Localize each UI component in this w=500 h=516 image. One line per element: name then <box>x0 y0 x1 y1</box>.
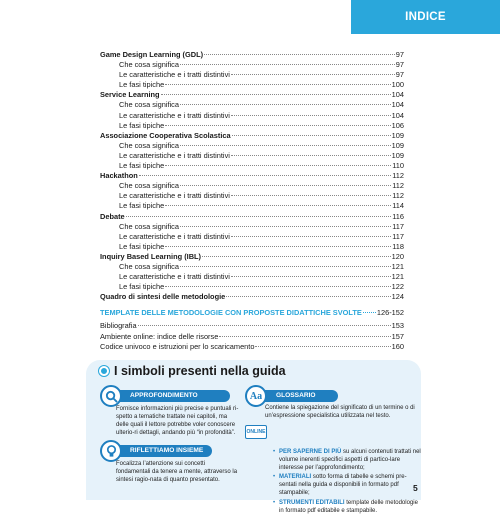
toc-entry-page: 121 <box>391 272 404 282</box>
toc-row <box>100 262 404 272</box>
toc-row <box>100 100 404 110</box>
approfondimento-label: APPROFONDIMENTO <box>112 390 230 402</box>
online-list-item <box>273 448 423 472</box>
section-tab: INDICE <box>351 0 500 34</box>
dot-leader <box>165 205 391 206</box>
toc-entry-page: 97 <box>395 50 404 59</box>
dot-leader <box>165 246 391 247</box>
toc-row <box>100 121 404 131</box>
toc-row <box>100 201 404 211</box>
toc-entry-title: Hackathon <box>100 171 138 181</box>
dot-leader <box>165 286 390 287</box>
dot-leader <box>165 165 391 166</box>
toc-entry-page: 104 <box>391 110 404 120</box>
symbols-title <box>99 364 286 378</box>
toc-entry-page: 126-152 <box>376 308 404 318</box>
toc-row <box>100 242 404 252</box>
toc-entry-page: 100 <box>391 80 404 90</box>
dot-leader <box>161 94 391 95</box>
toc-entry-title: Le caratteristiche e i tratti distintivi <box>119 191 230 201</box>
toc-entry-title: Ambiente online: indice delle risorse <box>100 331 219 341</box>
toc-row <box>100 321 404 331</box>
toc-entry-page: 153 <box>391 321 404 331</box>
toc-row <box>100 222 404 232</box>
dot-leader <box>204 54 395 55</box>
online-item-title: PER SAPERNE DI PIÙ <box>279 449 342 455</box>
dot-leader <box>231 74 395 75</box>
dot-leader <box>231 236 391 237</box>
toc-row <box>100 70 404 80</box>
toc-row <box>100 90 404 100</box>
toc-entry-page: 117 <box>392 221 404 231</box>
bullet-icon <box>99 366 109 376</box>
toc-entry-title: Bibliografia <box>100 321 137 331</box>
dot-leader <box>226 296 390 297</box>
toc-row <box>100 272 404 282</box>
toc-row <box>100 342 404 352</box>
toc-entry-title: Le fasi tipiche <box>119 120 165 130</box>
dot-leader <box>180 185 391 186</box>
toc-row <box>100 60 404 70</box>
online-item-title: MATERIALI <box>279 474 312 481</box>
toc-entry-page: 112 <box>392 171 404 181</box>
toc-entry-title: Service Learning <box>100 90 160 100</box>
dot-leader <box>255 346 390 347</box>
toc-entry-page: 117 <box>392 231 404 241</box>
toc-entry-title: Le fasi tipiche <box>119 80 165 90</box>
page-number: 5 <box>413 483 418 493</box>
dot-leader <box>126 216 392 217</box>
toc-entry-page: 106 <box>391 120 404 130</box>
toc-entry-page: 160 <box>391 341 404 351</box>
toc-entry-page: 104 <box>391 100 404 110</box>
online-list <box>273 448 423 516</box>
toc-row <box>100 151 404 161</box>
toc-entry-title: Associazione Cooperativa Scolastica <box>100 130 231 140</box>
toc-entry-page: 104 <box>391 90 404 100</box>
dot-leader <box>180 104 391 105</box>
dot-leader <box>232 135 391 136</box>
toc-entry-title: Che cosa significa <box>119 261 179 271</box>
toc-entry-title: Che cosa significa <box>119 221 179 231</box>
toc-entry-title: Codice univoco e istruzioni per lo scaricamento <box>100 341 255 351</box>
toc-entry-title: Che cosa significa <box>119 60 179 70</box>
toc-entry-title: Debate <box>100 211 125 221</box>
toc-entry-page: 112 <box>392 191 404 201</box>
table-of-contents <box>100 50 404 352</box>
dot-leader <box>231 195 391 196</box>
toc-entry-page: 118 <box>392 241 404 251</box>
toc-row <box>100 292 404 302</box>
glossario-label: GLOSSARIO <box>258 390 338 402</box>
toc-entry-page: 120 <box>391 251 404 261</box>
online-item-title: STRUMENTI EDITABILI <box>279 499 345 506</box>
approfondimento-description: Fornisce informazioni più precise e puntuali ri-spetto a tematiche trattate nei capitoli, ma delle quali il lettore potrebbe voler conoscere ulterio-ri dettagli, andando più “in profondità”. <box>116 406 239 437</box>
toc-row <box>100 161 404 171</box>
online-item-text: sotto forma di tabelle e schemi pre-sentati nella guida e disponibili in formato pdf stampabile; <box>279 474 407 497</box>
online-item-text: template delle metodologie in formato pdf editabile e stampabile. <box>279 499 418 514</box>
dot-leader <box>165 84 390 85</box>
toc-row <box>100 232 404 242</box>
toc-row <box>100 111 404 121</box>
toc-entry-title: Le fasi tipiche <box>119 282 165 292</box>
toc-entry-title: Le fasi tipiche <box>119 201 165 211</box>
toc-entry-title: Le caratteristiche e i tratti distintivi <box>119 70 230 80</box>
dot-leader <box>165 125 390 126</box>
toc-entry-title: Le caratteristiche e i tratti distintivi <box>119 272 230 282</box>
toc-entry-page: 121 <box>391 261 404 271</box>
dot-leader <box>231 276 391 277</box>
toc-entry-title: Che cosa significa <box>119 140 179 150</box>
dot-leader <box>139 175 391 176</box>
online-list-item <box>273 499 423 515</box>
toc-entry-title: Che cosa significa <box>119 100 179 110</box>
dot-leader <box>363 312 376 313</box>
toc-row <box>100 212 404 222</box>
lightbulb-icon <box>100 440 122 462</box>
dot-leader <box>202 256 391 257</box>
toc-entry-title: Le caratteristiche e i tratti distintivi <box>119 231 230 241</box>
toc-entry-title: Che cosa significa <box>119 181 179 191</box>
toc-row <box>100 252 404 262</box>
toc-row <box>100 50 404 60</box>
online-icon: ONLINE <box>245 425 267 439</box>
glossary-icon: Aa <box>245 385 267 407</box>
toc-entry-page: 157 <box>391 331 404 341</box>
dot-leader <box>180 226 391 227</box>
toc-entry-title: Le caratteristiche e i tratti distintivi <box>119 150 230 160</box>
toc-row <box>100 181 404 191</box>
dot-leader <box>231 155 391 156</box>
toc-row <box>100 282 404 292</box>
glossario-description: Contiene la spiegazione del significato di un termine o di un’espressione specialistica utilizzata nel testo. <box>265 405 415 420</box>
dot-leader <box>180 266 391 267</box>
online-item-text: su alcuni contenuti trattati nel volume inerenti specifici aspetti di partico-lare interesse per l’approfondimento; <box>279 449 421 472</box>
toc-entry-title: Quadro di sintesi delle metodologie <box>100 292 226 302</box>
toc-entry-page: 109 <box>391 140 404 150</box>
toc-entry-title: TEMPLATE DELLE METODOLOGIE CON PROPOSTE DIDATTICHE SVOLTE <box>100 308 362 318</box>
toc-row <box>100 141 404 151</box>
dot-leader <box>180 145 391 146</box>
toc-entry-title: Inquiry Based Learning (IBL) <box>100 251 202 261</box>
magnifier-icon <box>100 385 122 407</box>
riflettiamo-description: Focalizza l’attenzione sui concetti fondamentali da tenere a mente, attraverso la sintesi ragio-nata di quanto presentato. <box>116 461 238 484</box>
toc-row <box>100 171 404 181</box>
toc-entry-page: 97 <box>395 70 404 80</box>
toc-row <box>100 332 404 342</box>
toc-entry-title: Le fasi tipiche <box>119 241 165 251</box>
toc-row <box>100 191 404 201</box>
toc-entry-page: 122 <box>391 282 404 292</box>
toc-entry-page: 124 <box>391 292 404 302</box>
toc-entry-title: Le fasi tipiche <box>119 161 165 171</box>
toc-entry-title: Le caratteristiche e i tratti distintivi <box>119 110 230 120</box>
toc-entry-page: 109 <box>391 130 404 140</box>
dot-leader <box>180 64 395 65</box>
online-list-item <box>273 473 423 497</box>
toc-row <box>100 308 404 318</box>
dot-leader <box>138 325 391 326</box>
toc-entry-page: 109 <box>391 150 404 160</box>
symbols-title-text: I simboli presenti nella guida <box>114 364 286 378</box>
toc-entry-title: Game Design Learning (GDL) <box>100 50 204 59</box>
dot-leader <box>219 336 390 337</box>
dot-leader <box>231 115 391 116</box>
toc-entry-page: 97 <box>395 60 404 70</box>
toc-row <box>100 131 404 141</box>
toc-row <box>100 80 404 90</box>
toc-entry-page: 114 <box>392 201 404 211</box>
toc-entry-page: 116 <box>392 211 404 221</box>
toc-entry-page: 112 <box>392 181 404 191</box>
riflettiamo-label: RIFLETTIAMO INSIEME <box>112 445 212 457</box>
toc-entry-page: 110 <box>392 161 404 171</box>
